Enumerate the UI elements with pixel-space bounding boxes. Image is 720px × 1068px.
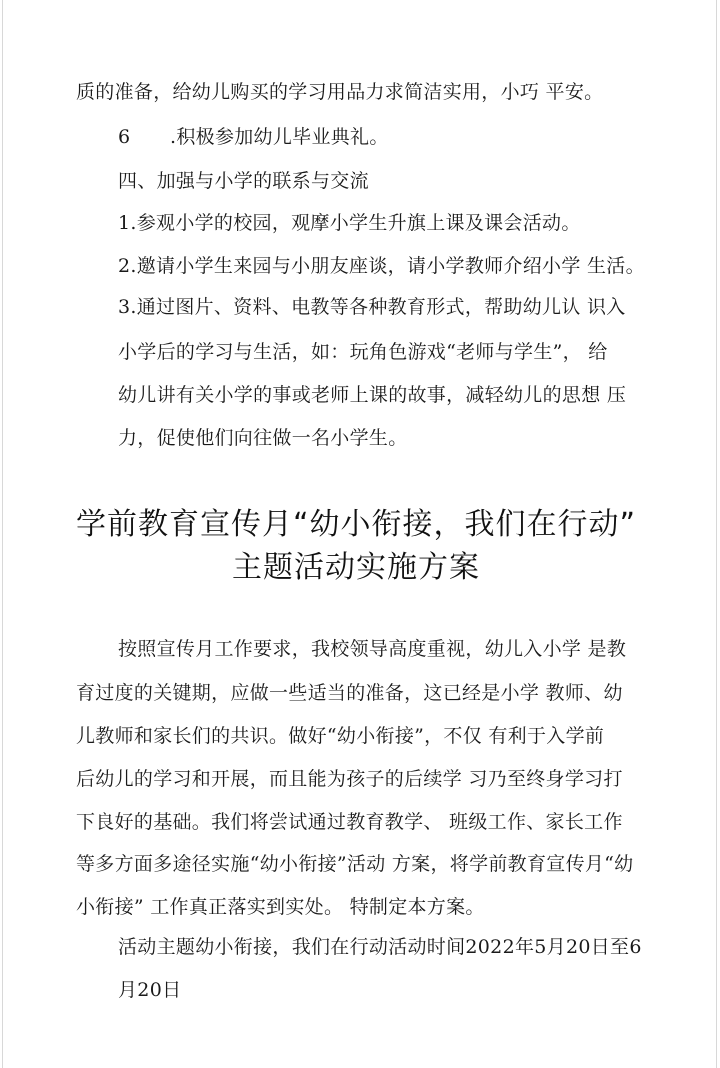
document-subtitle: 主题活动实施方案 (232, 550, 480, 585)
paragraph-line: 育过度的关键期，应做一些适当的准备，这已经是小学 教师、幼 (76, 682, 623, 704)
page-left-edge (2, 0, 3, 1068)
page-right-edge (716, 0, 717, 1068)
text-line: 质的准备，给幼儿购买的学习用品力求简洁实用，小巧 平安。 (76, 81, 604, 103)
text-line: 幼儿讲有关小学的事或老师上课的故事，减轻幼儿的思想 压 (118, 384, 627, 406)
section-heading: 四、加强与小学的联系与交流 (118, 170, 369, 192)
paragraph-line: 月20日 (118, 979, 182, 1001)
list-item: 3.通过图片、资料、电教等各种教育形式，帮助幼儿认 识入 (118, 296, 626, 318)
text-line: 小学后的学习与生活，如：玩角色游戏“老师与学生”， 给 (118, 341, 608, 363)
list-item-text: .积极参加幼儿毕业典礼。 (170, 126, 389, 148)
paragraph-line: 按照宣传月工作要求，我校领导高度重视，幼儿入小学 是教 (118, 638, 627, 660)
list-item-number: 6 (118, 126, 131, 148)
paragraph-line: 儿教师和家长们的共识。做好“幼小衔接”，不仅 有利于入学前 (76, 725, 605, 747)
list-item: 1.参观小学的校园，观摩小学生升旗上课及课会活动。 (118, 212, 581, 234)
paragraph-line: 等多方面多途径实施“幼小衔接”活动 方案，将学前教育宣传月“幼 (76, 853, 634, 875)
paragraph-line: 小衔接” 工作真正落实到实处。 特制定本方案。 (76, 896, 485, 918)
document-title: 学前教育宣传月“幼小衔接，我们在行动” (76, 507, 637, 542)
list-item: 2.邀请小学生来园与小朋友座谈，请小学教师介绍小学 生活。 (118, 255, 645, 277)
text-line: 力，促使他们向往做一名小学生。 (118, 427, 408, 449)
paragraph-line: 后幼儿的学习和开展，而且能为孩子的后续学 习乃至终身学习打 (76, 768, 623, 790)
paragraph-line: 下良好的基础。我们将尝试通过教育教学、 班级工作、家长工作 (76, 811, 623, 833)
paragraph-line: 活动主题幼小衔接，我们在行动活动时间2022年5月20日至6 (118, 936, 642, 958)
